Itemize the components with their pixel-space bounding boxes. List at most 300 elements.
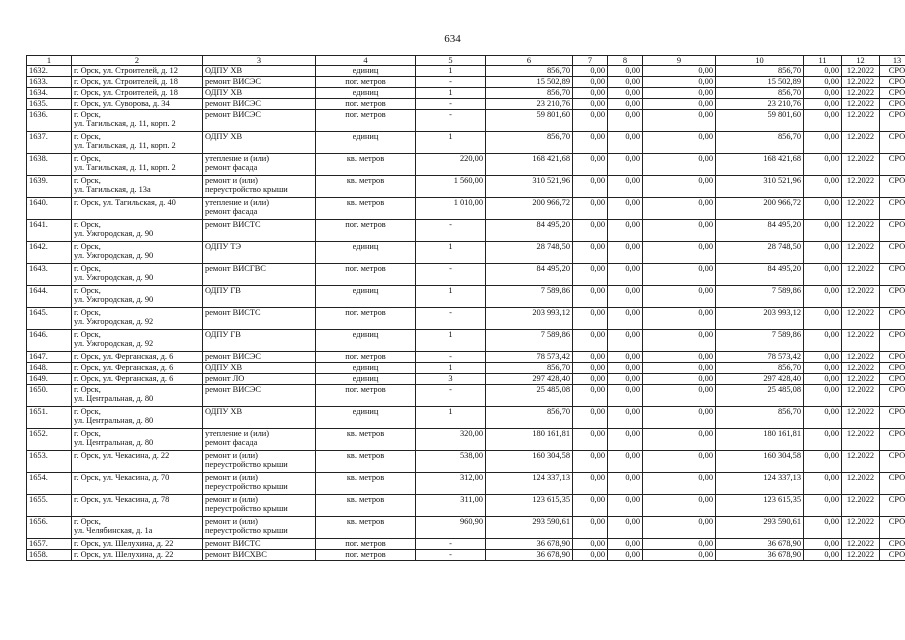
funding-source-cell: СРО bbox=[880, 99, 905, 110]
amount-cell: 0,00 bbox=[804, 352, 842, 363]
column-number: 10 bbox=[716, 56, 804, 66]
work-type-cell: ОДПУ ХВ bbox=[203, 66, 316, 77]
deadline-cell: 12.2022 bbox=[842, 473, 880, 495]
work-type-cell: ОДПУ ГВ bbox=[203, 286, 316, 308]
row-number-cell: 1640. bbox=[27, 198, 72, 220]
unit-cell: пог. метров bbox=[316, 264, 416, 286]
work-type-cell: ремонт ВИСЭС bbox=[203, 77, 316, 88]
amount-cell: 23 210,76 bbox=[716, 99, 804, 110]
quantity-cell: 1 bbox=[416, 407, 486, 429]
amount-cell: 0,00 bbox=[573, 154, 608, 176]
table-row bbox=[27, 88, 905, 99]
unit-cell: кв. метров bbox=[316, 473, 416, 495]
row-number-cell: 1655. bbox=[27, 495, 72, 517]
row-number-cell: 1647. bbox=[27, 352, 72, 363]
table-row bbox=[27, 286, 905, 308]
funding-source-cell: СРО bbox=[880, 330, 905, 352]
amount-cell: 0,00 bbox=[608, 550, 643, 561]
amount-cell: 0,00 bbox=[573, 286, 608, 308]
amount-cell: 310 521,96 bbox=[716, 176, 804, 198]
amount-cell: 160 304,58 bbox=[716, 451, 804, 473]
quantity-cell: 1 bbox=[416, 242, 486, 264]
deadline-cell: 12.2022 bbox=[842, 88, 880, 99]
quantity-cell: - bbox=[416, 550, 486, 561]
unit-cell: единиц bbox=[316, 286, 416, 308]
total-cost-cell: 36 678,90 bbox=[486, 550, 573, 561]
row-number-cell: 1652. bbox=[27, 429, 72, 451]
amount-cell: 0,00 bbox=[608, 198, 643, 220]
deadline-cell: 12.2022 bbox=[842, 154, 880, 176]
table-row bbox=[27, 451, 905, 473]
unit-cell: кв. метров bbox=[316, 429, 416, 451]
work-type-cell: ОДПУ ТЭ bbox=[203, 242, 316, 264]
amount-cell: 0,00 bbox=[804, 176, 842, 198]
amount-cell: 0,00 bbox=[608, 374, 643, 385]
amount-cell: 0,00 bbox=[608, 176, 643, 198]
total-cost-cell: 297 428,40 bbox=[486, 374, 573, 385]
amount-cell: 0,00 bbox=[643, 385, 716, 407]
column-number: 13 bbox=[880, 56, 905, 66]
amount-cell: 0,00 bbox=[573, 88, 608, 99]
work-type-cell: ремонт и (или) переустройство крыши bbox=[203, 473, 316, 495]
amount-cell: 0,00 bbox=[643, 330, 716, 352]
amount-cell: 203 993,12 bbox=[716, 308, 804, 330]
address-cell: г. Орск, ул. Ужгородская, д. 90 bbox=[72, 242, 203, 264]
unit-cell: пог. метров bbox=[316, 308, 416, 330]
amount-cell: 0,00 bbox=[643, 308, 716, 330]
row-number-cell: 1632. bbox=[27, 66, 72, 77]
column-number-row bbox=[27, 56, 905, 66]
address-cell: г. Орск, ул. Ужгородская, д. 90 bbox=[72, 264, 203, 286]
row-number-cell: 1644. bbox=[27, 286, 72, 308]
total-cost-cell: 23 210,76 bbox=[486, 99, 573, 110]
funding-source-cell: СРО bbox=[880, 495, 905, 517]
total-cost-cell: 160 304,58 bbox=[486, 451, 573, 473]
row-number-cell: 1642. bbox=[27, 242, 72, 264]
table-row bbox=[27, 77, 905, 88]
unit-cell: единиц bbox=[316, 363, 416, 374]
amount-cell: 0,00 bbox=[804, 132, 842, 154]
amount-cell: 0,00 bbox=[804, 66, 842, 77]
column-number: 6 bbox=[486, 56, 573, 66]
work-type-cell: ремонт ВИСТС bbox=[203, 308, 316, 330]
amount-cell: 0,00 bbox=[643, 286, 716, 308]
amount-cell: 0,00 bbox=[608, 77, 643, 88]
unit-cell: кв. метров bbox=[316, 176, 416, 198]
address-cell: г. Орск, ул. Центральная, д. 80 bbox=[72, 407, 203, 429]
deadline-cell: 12.2022 bbox=[842, 242, 880, 264]
amount-cell: 0,00 bbox=[643, 176, 716, 198]
amount-cell: 0,00 bbox=[804, 495, 842, 517]
work-type-cell: ремонт и (или) переустройство крыши bbox=[203, 517, 316, 539]
amount-cell: 28 748,50 bbox=[716, 242, 804, 264]
quantity-cell: 1 bbox=[416, 132, 486, 154]
address-cell: г. Орск, ул. Челябинская, д. 1а bbox=[72, 517, 203, 539]
quantity-cell: 1 bbox=[416, 66, 486, 77]
table-row bbox=[27, 473, 905, 495]
amount-cell: 0,00 bbox=[608, 330, 643, 352]
row-number-cell: 1637. bbox=[27, 132, 72, 154]
row-number-cell: 1641. bbox=[27, 220, 72, 242]
amount-cell: 0,00 bbox=[608, 385, 643, 407]
funding-source-cell: СРО bbox=[880, 176, 905, 198]
quantity-cell: - bbox=[416, 220, 486, 242]
amount-cell: 0,00 bbox=[608, 110, 643, 132]
amount-cell: 0,00 bbox=[804, 220, 842, 242]
table-body bbox=[27, 66, 905, 561]
funding-source-cell: СРО bbox=[880, 88, 905, 99]
unit-cell: пог. метров bbox=[316, 110, 416, 132]
amount-cell: 78 573,42 bbox=[716, 352, 804, 363]
total-cost-cell: 28 748,50 bbox=[486, 242, 573, 264]
amount-cell: 0,00 bbox=[643, 198, 716, 220]
unit-cell: единиц bbox=[316, 330, 416, 352]
quantity-cell: - bbox=[416, 539, 486, 550]
column-number: 4 bbox=[316, 56, 416, 66]
row-number-cell: 1634. bbox=[27, 88, 72, 99]
table-row bbox=[27, 407, 905, 429]
amount-cell: 856,70 bbox=[716, 66, 804, 77]
work-type-cell: утепление и (или) ремонт фасада bbox=[203, 154, 316, 176]
amount-cell: 0,00 bbox=[804, 88, 842, 99]
amount-cell: 0,00 bbox=[573, 99, 608, 110]
amount-cell: 0,00 bbox=[573, 429, 608, 451]
amount-cell: 0,00 bbox=[573, 198, 608, 220]
table-row bbox=[27, 110, 905, 132]
amount-cell: 0,00 bbox=[608, 66, 643, 77]
total-cost-cell: 293 590,61 bbox=[486, 517, 573, 539]
quantity-cell: 1 bbox=[416, 330, 486, 352]
funding-source-cell: СРО bbox=[880, 385, 905, 407]
funding-source-cell: СРО bbox=[880, 539, 905, 550]
total-cost-cell: 856,70 bbox=[486, 363, 573, 374]
amount-cell: 0,00 bbox=[573, 550, 608, 561]
total-cost-cell: 180 161,81 bbox=[486, 429, 573, 451]
funding-source-cell: СРО bbox=[880, 352, 905, 363]
deadline-cell: 12.2022 bbox=[842, 66, 880, 77]
total-cost-cell: 25 485,08 bbox=[486, 385, 573, 407]
address-cell: г. Орск, ул. Ужгородская, д. 92 bbox=[72, 308, 203, 330]
amount-cell: 0,00 bbox=[573, 308, 608, 330]
amount-cell: 0,00 bbox=[573, 176, 608, 198]
work-type-cell: ремонт ЛО bbox=[203, 374, 316, 385]
quantity-cell: 1 bbox=[416, 286, 486, 308]
table-row bbox=[27, 264, 905, 286]
amount-cell: 0,00 bbox=[804, 264, 842, 286]
work-type-cell: ремонт и (или) переустройство крыши bbox=[203, 451, 316, 473]
amount-cell: 0,00 bbox=[643, 264, 716, 286]
deadline-cell: 12.2022 bbox=[842, 198, 880, 220]
amount-cell: 0,00 bbox=[573, 132, 608, 154]
row-number-cell: 1650. bbox=[27, 385, 72, 407]
funding-source-cell: СРО bbox=[880, 308, 905, 330]
amount-cell: 0,00 bbox=[608, 539, 643, 550]
deadline-cell: 12.2022 bbox=[842, 385, 880, 407]
amount-cell: 0,00 bbox=[573, 363, 608, 374]
address-cell: г. Орск, ул. Суворова, д. 34 bbox=[72, 99, 203, 110]
quantity-cell: 320,00 bbox=[416, 429, 486, 451]
funding-source-cell: СРО bbox=[880, 242, 905, 264]
row-number-cell: 1649. bbox=[27, 374, 72, 385]
register-table bbox=[26, 55, 905, 561]
unit-cell: кв. метров bbox=[316, 451, 416, 473]
table-row bbox=[27, 495, 905, 517]
amount-cell: 0,00 bbox=[643, 407, 716, 429]
amount-cell: 0,00 bbox=[573, 352, 608, 363]
amount-cell: 0,00 bbox=[804, 198, 842, 220]
work-type-cell: ремонт ВИСЭС bbox=[203, 352, 316, 363]
address-cell: г. Орск, ул. Шелухина, д. 22 bbox=[72, 550, 203, 561]
amount-cell: 0,00 bbox=[804, 154, 842, 176]
total-cost-cell: 7 589,86 bbox=[486, 286, 573, 308]
address-cell: г. Орск, ул. Чекасина, д. 70 bbox=[72, 473, 203, 495]
quantity-cell: - bbox=[416, 110, 486, 132]
amount-cell: 0,00 bbox=[643, 429, 716, 451]
deadline-cell: 12.2022 bbox=[842, 363, 880, 374]
amount-cell: 0,00 bbox=[643, 550, 716, 561]
total-cost-cell: 36 678,90 bbox=[486, 539, 573, 550]
table-row bbox=[27, 176, 905, 198]
amount-cell: 0,00 bbox=[608, 363, 643, 374]
row-number-cell: 1633. bbox=[27, 77, 72, 88]
amount-cell: 0,00 bbox=[643, 154, 716, 176]
quantity-cell: 220,00 bbox=[416, 154, 486, 176]
amount-cell: 0,00 bbox=[643, 374, 716, 385]
column-number: 5 bbox=[416, 56, 486, 66]
column-number: 3 bbox=[203, 56, 316, 66]
funding-source-cell: СРО bbox=[880, 264, 905, 286]
quantity-cell: 3 bbox=[416, 374, 486, 385]
total-cost-cell: 203 993,12 bbox=[486, 308, 573, 330]
address-cell: г. Орск, ул. Центральная, д. 80 bbox=[72, 429, 203, 451]
funding-source-cell: СРО bbox=[880, 451, 905, 473]
work-type-cell: ремонт и (или) переустройство крыши bbox=[203, 176, 316, 198]
amount-cell: 0,00 bbox=[804, 429, 842, 451]
address-cell: г. Орск, ул. Строителей, д. 18 bbox=[72, 77, 203, 88]
unit-cell: единиц bbox=[316, 407, 416, 429]
amount-cell: 0,00 bbox=[804, 77, 842, 88]
amount-cell: 36 678,90 bbox=[716, 539, 804, 550]
address-cell: г. Орск, ул. Ферганская, д. 6 bbox=[72, 363, 203, 374]
total-cost-cell: 59 801,60 bbox=[486, 110, 573, 132]
amount-cell: 0,00 bbox=[608, 517, 643, 539]
amount-cell: 0,00 bbox=[804, 539, 842, 550]
amount-cell: 0,00 bbox=[573, 495, 608, 517]
amount-cell: 0,00 bbox=[643, 110, 716, 132]
amount-cell: 0,00 bbox=[608, 473, 643, 495]
amount-cell: 0,00 bbox=[608, 99, 643, 110]
amount-cell: 0,00 bbox=[643, 451, 716, 473]
unit-cell: единиц bbox=[316, 66, 416, 77]
amount-cell: 0,00 bbox=[643, 495, 716, 517]
amount-cell: 0,00 bbox=[573, 77, 608, 88]
amount-cell: 856,70 bbox=[716, 88, 804, 99]
column-number: 8 bbox=[608, 56, 643, 66]
deadline-cell: 12.2022 bbox=[842, 352, 880, 363]
table-row bbox=[27, 539, 905, 550]
address-cell: г. Орск, ул. Чекасина, д. 78 bbox=[72, 495, 203, 517]
amount-cell: 0,00 bbox=[608, 132, 643, 154]
amount-cell: 0,00 bbox=[643, 77, 716, 88]
funding-source-cell: СРО bbox=[880, 407, 905, 429]
row-number-cell: 1638. bbox=[27, 154, 72, 176]
amount-cell: 0,00 bbox=[804, 363, 842, 374]
table-row bbox=[27, 385, 905, 407]
amount-cell: 124 337,13 bbox=[716, 473, 804, 495]
deadline-cell: 12.2022 bbox=[842, 132, 880, 154]
table-row bbox=[27, 308, 905, 330]
amount-cell: 168 421,68 bbox=[716, 154, 804, 176]
amount-cell: 293 590,61 bbox=[716, 517, 804, 539]
amount-cell: 0,00 bbox=[573, 66, 608, 77]
funding-source-cell: СРО bbox=[880, 374, 905, 385]
funding-source-cell: СРО bbox=[880, 154, 905, 176]
unit-cell: кв. метров bbox=[316, 198, 416, 220]
table-row bbox=[27, 66, 905, 77]
quantity-cell: 312,00 bbox=[416, 473, 486, 495]
address-cell: г. Орск, ул. Тагильская, д. 40 bbox=[72, 198, 203, 220]
quantity-cell: 1 560,00 bbox=[416, 176, 486, 198]
row-number-cell: 1656. bbox=[27, 517, 72, 539]
deadline-cell: 12.2022 bbox=[842, 110, 880, 132]
row-number-cell: 1646. bbox=[27, 330, 72, 352]
work-type-cell: ОДПУ ХВ bbox=[203, 407, 316, 429]
amount-cell: 0,00 bbox=[573, 385, 608, 407]
address-cell: г. Орск, ул. Шелухина, д. 22 bbox=[72, 539, 203, 550]
quantity-cell: - bbox=[416, 264, 486, 286]
funding-source-cell: СРО bbox=[880, 66, 905, 77]
work-type-cell: ремонт ВИСТС bbox=[203, 539, 316, 550]
amount-cell: 15 502,89 bbox=[716, 77, 804, 88]
total-cost-cell: 78 573,42 bbox=[486, 352, 573, 363]
address-cell: г. Орск, ул. Тагильская, д. 11, корп. 2 bbox=[72, 132, 203, 154]
amount-cell: 0,00 bbox=[643, 88, 716, 99]
address-cell: г. Орск, ул. Ферганская, д. 6 bbox=[72, 352, 203, 363]
deadline-cell: 12.2022 bbox=[842, 429, 880, 451]
amount-cell: 0,00 bbox=[608, 154, 643, 176]
table-row bbox=[27, 198, 905, 220]
amount-cell: 0,00 bbox=[804, 110, 842, 132]
unit-cell: единиц bbox=[316, 88, 416, 99]
amount-cell: 0,00 bbox=[643, 517, 716, 539]
amount-cell: 84 495,20 bbox=[716, 264, 804, 286]
table-row bbox=[27, 363, 905, 374]
column-number: 9 bbox=[643, 56, 716, 66]
deadline-cell: 12.2022 bbox=[842, 220, 880, 242]
amount-cell: 0,00 bbox=[804, 330, 842, 352]
funding-source-cell: СРО bbox=[880, 110, 905, 132]
unit-cell: пог. метров bbox=[316, 99, 416, 110]
amount-cell: 0,00 bbox=[608, 407, 643, 429]
funding-source-cell: СРО bbox=[880, 363, 905, 374]
amount-cell: 0,00 bbox=[643, 363, 716, 374]
address-cell: г. Орск, ул. Чекасина, д. 22 bbox=[72, 451, 203, 473]
funding-source-cell: СРО bbox=[880, 550, 905, 561]
funding-source-cell: СРО bbox=[880, 429, 905, 451]
amount-cell: 0,00 bbox=[608, 242, 643, 264]
unit-cell: пог. метров bbox=[316, 352, 416, 363]
table-row bbox=[27, 154, 905, 176]
quantity-cell: - bbox=[416, 352, 486, 363]
amount-cell: 0,00 bbox=[804, 550, 842, 561]
quantity-cell: 1 bbox=[416, 88, 486, 99]
column-number: 1 bbox=[27, 56, 72, 66]
unit-cell: пог. метров bbox=[316, 220, 416, 242]
quantity-cell: 538,00 bbox=[416, 451, 486, 473]
unit-cell: единиц bbox=[316, 242, 416, 264]
quantity-cell: - bbox=[416, 308, 486, 330]
amount-cell: 0,00 bbox=[804, 407, 842, 429]
table-row bbox=[27, 517, 905, 539]
row-number-cell: 1654. bbox=[27, 473, 72, 495]
table-row bbox=[27, 374, 905, 385]
deadline-cell: 12.2022 bbox=[842, 264, 880, 286]
amount-cell: 0,00 bbox=[804, 517, 842, 539]
amount-cell: 0,00 bbox=[573, 451, 608, 473]
amount-cell: 0,00 bbox=[643, 352, 716, 363]
quantity-cell: 1 010,00 bbox=[416, 198, 486, 220]
amount-cell: 856,70 bbox=[716, 407, 804, 429]
work-type-cell: ОДПУ ХВ bbox=[203, 132, 316, 154]
funding-source-cell: СРО bbox=[880, 473, 905, 495]
work-type-cell: утепление и (или) ремонт фасада bbox=[203, 198, 316, 220]
amount-cell: 0,00 bbox=[573, 539, 608, 550]
total-cost-cell: 168 421,68 bbox=[486, 154, 573, 176]
unit-cell: единиц bbox=[316, 132, 416, 154]
funding-source-cell: СРО bbox=[880, 517, 905, 539]
table-row bbox=[27, 330, 905, 352]
row-number-cell: 1639. bbox=[27, 176, 72, 198]
work-type-cell: ремонт и (или) переустройство крыши bbox=[203, 495, 316, 517]
address-cell: г. Орск, ул. Ужгородская, д. 90 bbox=[72, 220, 203, 242]
work-type-cell: ремонт ВИСТС bbox=[203, 220, 316, 242]
amount-cell: 0,00 bbox=[608, 308, 643, 330]
amount-cell: 0,00 bbox=[573, 374, 608, 385]
amount-cell: 0,00 bbox=[608, 286, 643, 308]
address-cell: г. Орск, ул. Строителей, д. 18 bbox=[72, 88, 203, 99]
table-row bbox=[27, 242, 905, 264]
amount-cell: 36 678,90 bbox=[716, 550, 804, 561]
work-type-cell: ОДПУ ХВ bbox=[203, 363, 316, 374]
unit-cell: кв. метров bbox=[316, 495, 416, 517]
amount-cell: 0,00 bbox=[608, 88, 643, 99]
total-cost-cell: 7 589,86 bbox=[486, 330, 573, 352]
total-cost-cell: 856,70 bbox=[486, 66, 573, 77]
amount-cell: 0,00 bbox=[643, 220, 716, 242]
deadline-cell: 12.2022 bbox=[842, 539, 880, 550]
total-cost-cell: 856,70 bbox=[486, 88, 573, 99]
total-cost-cell: 856,70 bbox=[486, 132, 573, 154]
amount-cell: 0,00 bbox=[804, 473, 842, 495]
funding-source-cell: СРО bbox=[880, 77, 905, 88]
amount-cell: 856,70 bbox=[716, 132, 804, 154]
deadline-cell: 12.2022 bbox=[842, 407, 880, 429]
funding-source-cell: СРО bbox=[880, 198, 905, 220]
column-number: 7 bbox=[573, 56, 608, 66]
total-cost-cell: 124 337,13 bbox=[486, 473, 573, 495]
deadline-cell: 12.2022 bbox=[842, 286, 880, 308]
amount-cell: 0,00 bbox=[608, 220, 643, 242]
table-row bbox=[27, 352, 905, 363]
funding-source-cell: СРО bbox=[880, 286, 905, 308]
column-number: 11 bbox=[804, 56, 842, 66]
amount-cell: 59 801,60 bbox=[716, 110, 804, 132]
row-number-cell: 1648. bbox=[27, 363, 72, 374]
amount-cell: 0,00 bbox=[573, 242, 608, 264]
row-number-cell: 1645. bbox=[27, 308, 72, 330]
amount-cell: 180 161,81 bbox=[716, 429, 804, 451]
total-cost-cell: 15 502,89 bbox=[486, 77, 573, 88]
